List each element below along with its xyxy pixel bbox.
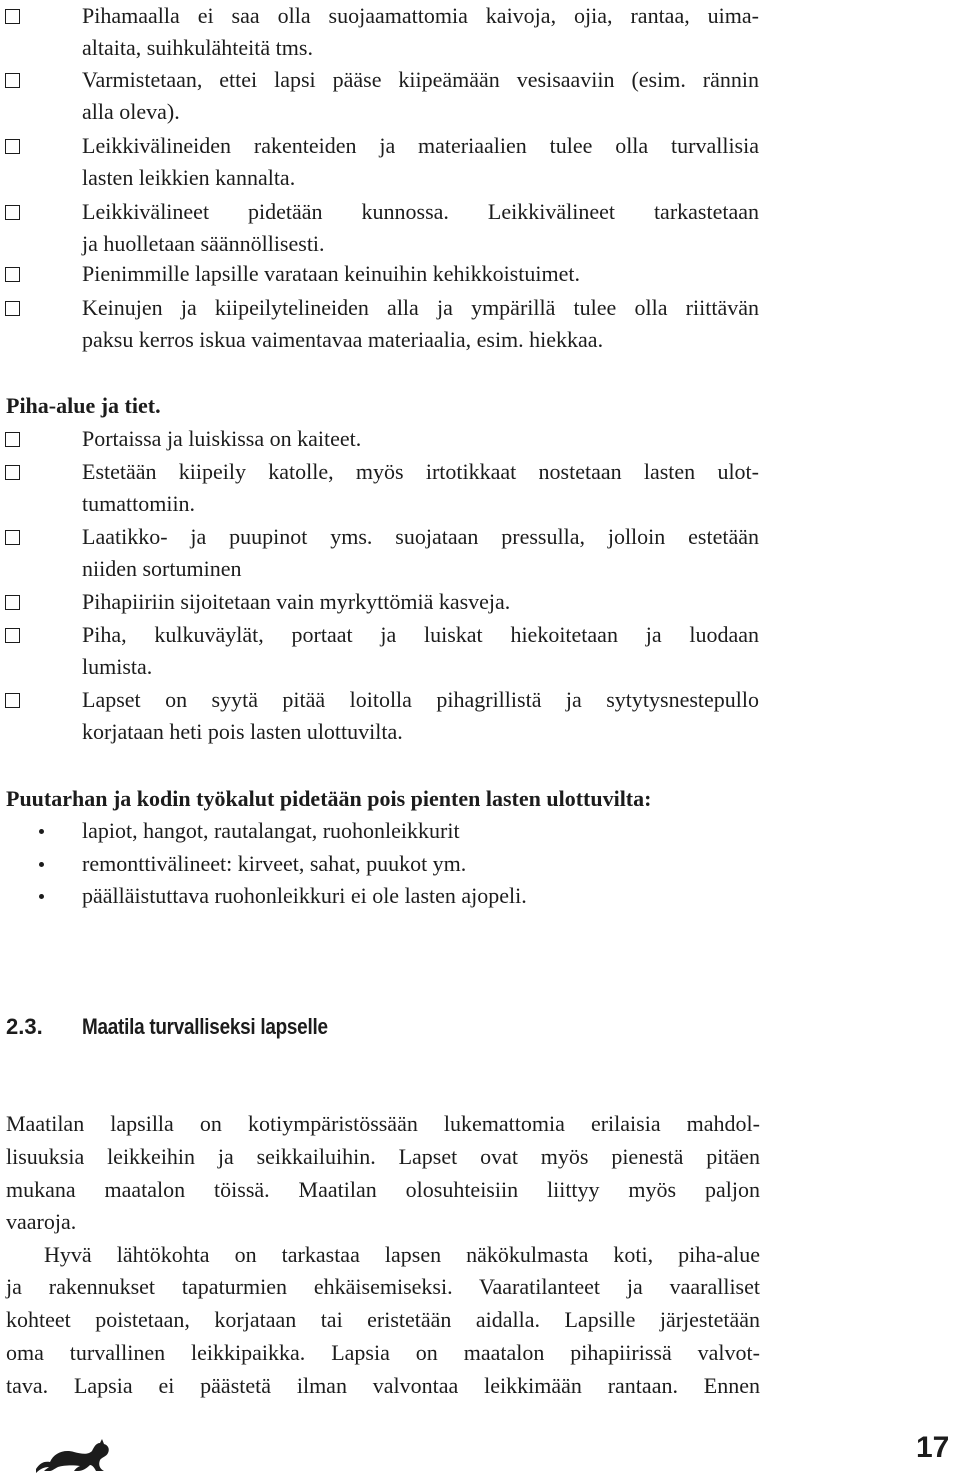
checklist-item-text: Portaissa ja luiskissa on kaiteet. — [82, 426, 362, 451]
checklist-item-text: Pienimmille lapsille varataan keinuihin kehikkoistuimet. — [82, 261, 580, 286]
bullet-icon — [39, 894, 44, 899]
paragraph-line: mukana maatalon töissä. Maatilan olosuhteisiin liittyy myös paljon — [6, 1177, 760, 1202]
checklist-item-text: Pihapiiriin sijoitetaan vain myrkyttömiä kasveja. — [82, 589, 511, 614]
checkbox-icon — [5, 205, 20, 220]
paragraph-line: ja rakennukset tapaturmien ehkäisemiseksi. Vaaratilanteet ja vaaralliset — [6, 1274, 760, 1299]
checkbox-icon — [5, 139, 20, 154]
checkbox-icon — [5, 465, 20, 480]
paragraph-line: oma turvallinen leikkipaikka. Lapsia on maatalon pihapiirissä valvot- — [6, 1340, 760, 1365]
checkbox-icon — [5, 301, 20, 316]
tools-list-item: päälläistuttava ruohonleikkuri ei ole lasten ajopeli. — [82, 883, 527, 908]
checklist-item-text: lumista. — [82, 654, 153, 679]
checklist-item-text: Lapset on syytä pitää loitolla pihagrillistä ja sytytysnestepullo — [82, 687, 759, 712]
paragraph-line: lisuuksia leikkeihin ja seikkailuihin. Lapset ovat myös pienestä pitäen — [6, 1144, 760, 1169]
paragraph-line: vaaroja. — [6, 1209, 77, 1234]
checklist-item-text: Piha, kulkuväylät, portaat ja luiskat hiekoitetaan ja luodaan — [82, 622, 759, 647]
checkbox-icon — [5, 595, 20, 610]
checklist-item-text: lasten leikkien kannalta. — [82, 165, 296, 190]
piha-heading: Piha-alue ja tiet. — [6, 393, 161, 418]
checklist-item-text: tumattomiin. — [82, 491, 196, 516]
paragraph-line: tava. Lapsia ei päästetä ilman valvontaa leikkimään rantaan. Ennen — [6, 1373, 760, 1398]
checklist-item-text: Laatikko- ja puupinot yms. suojataan pressulla, jolloin estetään — [82, 524, 759, 549]
checklist-item-text: niiden sortuminen — [82, 556, 242, 581]
checkbox-icon — [5, 693, 20, 708]
checkbox-icon — [5, 628, 20, 643]
checkbox-icon — [5, 432, 20, 447]
checklist-item-text: korjataan heti pois lasten ulottuvilta. — [82, 719, 403, 744]
checklist-item-text: Estetään kiipeily katolle, myös irtotikkaat nostetaan lasten ulot- — [82, 459, 759, 484]
checklist-item-text: Leikkivälineet pidetään kunnossa. Leikkivälineet tarkastetaan — [82, 199, 759, 224]
checklist-item-text: Keinujen ja kiipeilytelineiden alla ja ympärillä tulee olla riittävän — [82, 295, 759, 320]
tools-list-item: lapiot, hangot, rautalangat, ruohonleikkurit — [82, 818, 460, 843]
section-title: Maatila turvalliseksi lapselle — [82, 1014, 328, 1039]
section-number: 2.3. — [6, 1014, 43, 1039]
checklist-item-text: Varmistetaan, ettei lapsi pääse kiipeämään vesisaaviin (esim. rännin — [82, 67, 759, 92]
checkbox-icon — [5, 73, 20, 88]
page-number: 17 — [916, 1431, 950, 1464]
checklist-item-text: Pihamaalla ei saa olla suojaamattomia kaivoja, ojia, rantaa, uima- — [82, 3, 759, 28]
tools-list-item: remonttivälineet: kirveet, sahat, puukot ym. — [82, 851, 467, 876]
checklist-item-text: paksu kerros iskua vaimentavaa materiaalia, esim. hiekkaa. — [82, 327, 604, 352]
checkbox-icon — [5, 9, 20, 24]
bullet-icon — [39, 829, 44, 834]
paragraph-line: kohteet poistetaan, korjataan tai eristetään aidalla. Lapsille järjestetään — [6, 1307, 760, 1332]
tools-heading: Puutarhan ja kodin työkalut pidetään pois pienten lasten ulottuvilta: — [6, 786, 652, 811]
paragraph-line: Maatilan lapsilla on kotiympäristössään lukemattomia erilaisia mahdol- — [6, 1111, 760, 1136]
cat-icon — [34, 1427, 112, 1475]
checklist-item-text: Leikkivälineiden rakenteiden ja materiaalien tulee olla turvallisia — [82, 133, 759, 158]
checklist-item-text: ja huolletaan säännöllisesti. — [82, 231, 325, 256]
checkbox-icon — [5, 267, 20, 282]
bullet-icon — [39, 862, 44, 867]
checkbox-icon — [5, 530, 20, 545]
paragraph-line: Hyvä lähtökohta on tarkastaa lapsen näkökulmasta koti, piha-alue — [44, 1242, 760, 1267]
checklist-item-text: altaita, suihkulähteitä tms. — [82, 35, 313, 60]
checklist-item-text: alla oleva). — [82, 99, 180, 124]
